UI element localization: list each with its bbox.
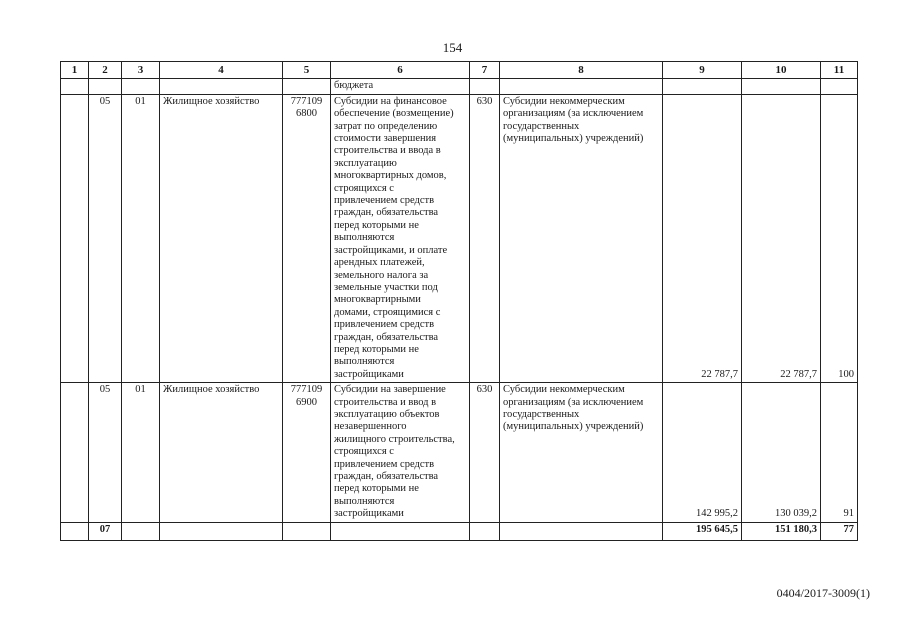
podrazdel-cell: 01	[122, 383, 160, 522]
header-col-8: 8	[500, 62, 663, 79]
description-cell	[331, 94, 470, 382]
target-code-line: 6900	[296, 396, 317, 408]
col9-value: 142 995,2	[663, 383, 742, 522]
description-line: перед которыми не	[334, 219, 419, 231]
description-line: строительства и ввод в	[334, 396, 437, 408]
page-number: 154	[442, 40, 463, 55]
vid-name-cell	[500, 94, 663, 382]
description-line: выполняются	[334, 356, 395, 368]
empty-cell	[160, 522, 283, 540]
description-cell	[331, 383, 470, 522]
description-line: граждан, обязательства	[334, 331, 439, 343]
total-col11: 77	[821, 522, 858, 540]
header-col-2: 2	[89, 62, 122, 79]
target-code-cell	[283, 383, 331, 522]
name-cell: Жилищное хозяйство	[160, 383, 283, 522]
description-line: затрат по определению	[334, 120, 438, 132]
total-row	[61, 522, 858, 540]
vid-name-cell	[500, 383, 663, 522]
description-line: многоквартирными	[334, 294, 421, 306]
header-col-10: 10	[742, 62, 821, 79]
empty-cell	[821, 79, 858, 94]
empty-cell	[122, 79, 160, 94]
razdel-cell: 05	[89, 94, 122, 382]
description-line: привлечением средств	[334, 458, 435, 470]
header-col-3: 3	[122, 62, 160, 79]
vid-name-line: (муниципальных) учреждений)	[503, 133, 644, 145]
vid-name-line: Субсидии некоммерческим	[503, 384, 625, 396]
row-number-cell	[61, 94, 89, 382]
empty-cell	[331, 522, 470, 540]
table-row	[61, 94, 858, 382]
vid-name-line: (муниципальных) учреждений)	[503, 421, 644, 433]
header-row	[61, 62, 858, 79]
table-row	[61, 383, 858, 522]
target-code-line: 6800	[296, 108, 317, 120]
description-line: строящихся с	[334, 182, 394, 194]
description-line: выполняются	[334, 232, 395, 244]
document-code: 0404/2017-3009(1)	[776, 586, 870, 600]
description-line: эксплуатацию объектов	[334, 408, 440, 420]
description-line: граждан, обязательства	[334, 207, 439, 219]
description-line: арендных платежей,	[334, 257, 425, 269]
total-razdel-cell: 07	[89, 522, 122, 540]
description-line: незавершенного	[334, 421, 407, 433]
header-col-4: 4	[160, 62, 283, 79]
description-line: граждан, обязательства	[334, 471, 439, 482]
empty-cell	[61, 79, 89, 94]
description-line: выполняются	[334, 495, 395, 507]
description-line: домами, строящимися с	[334, 306, 441, 318]
description-line: многоквартирных домов,	[334, 170, 447, 182]
vid-name-line: Субсидии некоммерческим	[503, 95, 625, 107]
empty-cell	[89, 79, 122, 94]
empty-cell	[663, 79, 742, 94]
description-line: перед которыми не	[334, 483, 419, 495]
vid-name-line: организациям (за исключением	[503, 396, 644, 408]
empty-cell	[122, 522, 160, 540]
col9-value: 22 787,7	[663, 94, 742, 382]
empty-cell	[470, 79, 500, 94]
description-line: земельного налога за	[334, 269, 429, 281]
header-col-5: 5	[283, 62, 331, 79]
header-col-1: 1	[61, 62, 89, 79]
vid-code-cell: 630	[470, 94, 500, 382]
empty-cell	[283, 522, 331, 540]
description-line: строительства и ввода в	[334, 145, 441, 157]
target-code-line: 777109	[290, 384, 323, 396]
description-line: эксплуатацию	[334, 157, 397, 169]
empty-cell	[500, 79, 663, 94]
description-line: застройщиками	[334, 368, 404, 380]
razdel-cell: 05	[89, 383, 122, 522]
description-line: обеспечение (возмещение)	[334, 108, 454, 120]
description-line: привлечением средств	[334, 195, 435, 207]
header-col-7: 7	[470, 62, 500, 79]
description-line: жилищного строительства,	[334, 433, 455, 445]
col10-value: 22 787,7	[742, 94, 821, 382]
target-code-line: 777109	[290, 95, 323, 107]
col11-value: 91	[821, 383, 858, 522]
empty-cell	[61, 522, 89, 540]
header-col-11: 11	[821, 62, 858, 79]
description-line: стоимости завершения	[334, 133, 437, 145]
carryover-text: бюджета	[331, 79, 470, 94]
description-line: Субсидии на завершение	[334, 384, 446, 396]
empty-cell	[742, 79, 821, 94]
vid-name-line: государственных	[503, 120, 580, 132]
total-col9: 195 645,5	[663, 522, 742, 540]
podrazdel-cell: 01	[122, 94, 160, 382]
col11-value: 100	[821, 94, 858, 382]
empty-cell	[500, 522, 663, 540]
header-col-6: 6	[331, 62, 470, 79]
empty-cell	[160, 79, 283, 94]
description-line: Субсидии на финансовое	[334, 95, 447, 107]
description-line: строящихся с	[334, 446, 394, 458]
name-cell: Жилищное хозяйство	[160, 94, 283, 382]
budget-table	[60, 61, 858, 541]
row-number-cell	[61, 383, 89, 522]
header-col-9: 9	[663, 62, 742, 79]
vid-name-line: организациям (за исключением	[503, 108, 644, 120]
description-line: перед которыми не	[334, 343, 419, 355]
description-line: земельные участки под	[334, 281, 438, 293]
description-line: застройщиками, и оплате	[334, 244, 448, 256]
target-code-cell	[283, 94, 331, 382]
description-line: привлечением средств	[334, 319, 435, 331]
col10-value: 130 039,2	[742, 383, 821, 522]
vid-code-cell: 630	[470, 383, 500, 522]
description-line: застройщиками	[334, 508, 404, 520]
empty-cell	[470, 522, 500, 540]
total-col10: 151 180,3	[742, 522, 821, 540]
empty-cell	[283, 79, 331, 94]
vid-name-line: государственных	[503, 408, 580, 420]
carryover-row	[61, 79, 858, 94]
